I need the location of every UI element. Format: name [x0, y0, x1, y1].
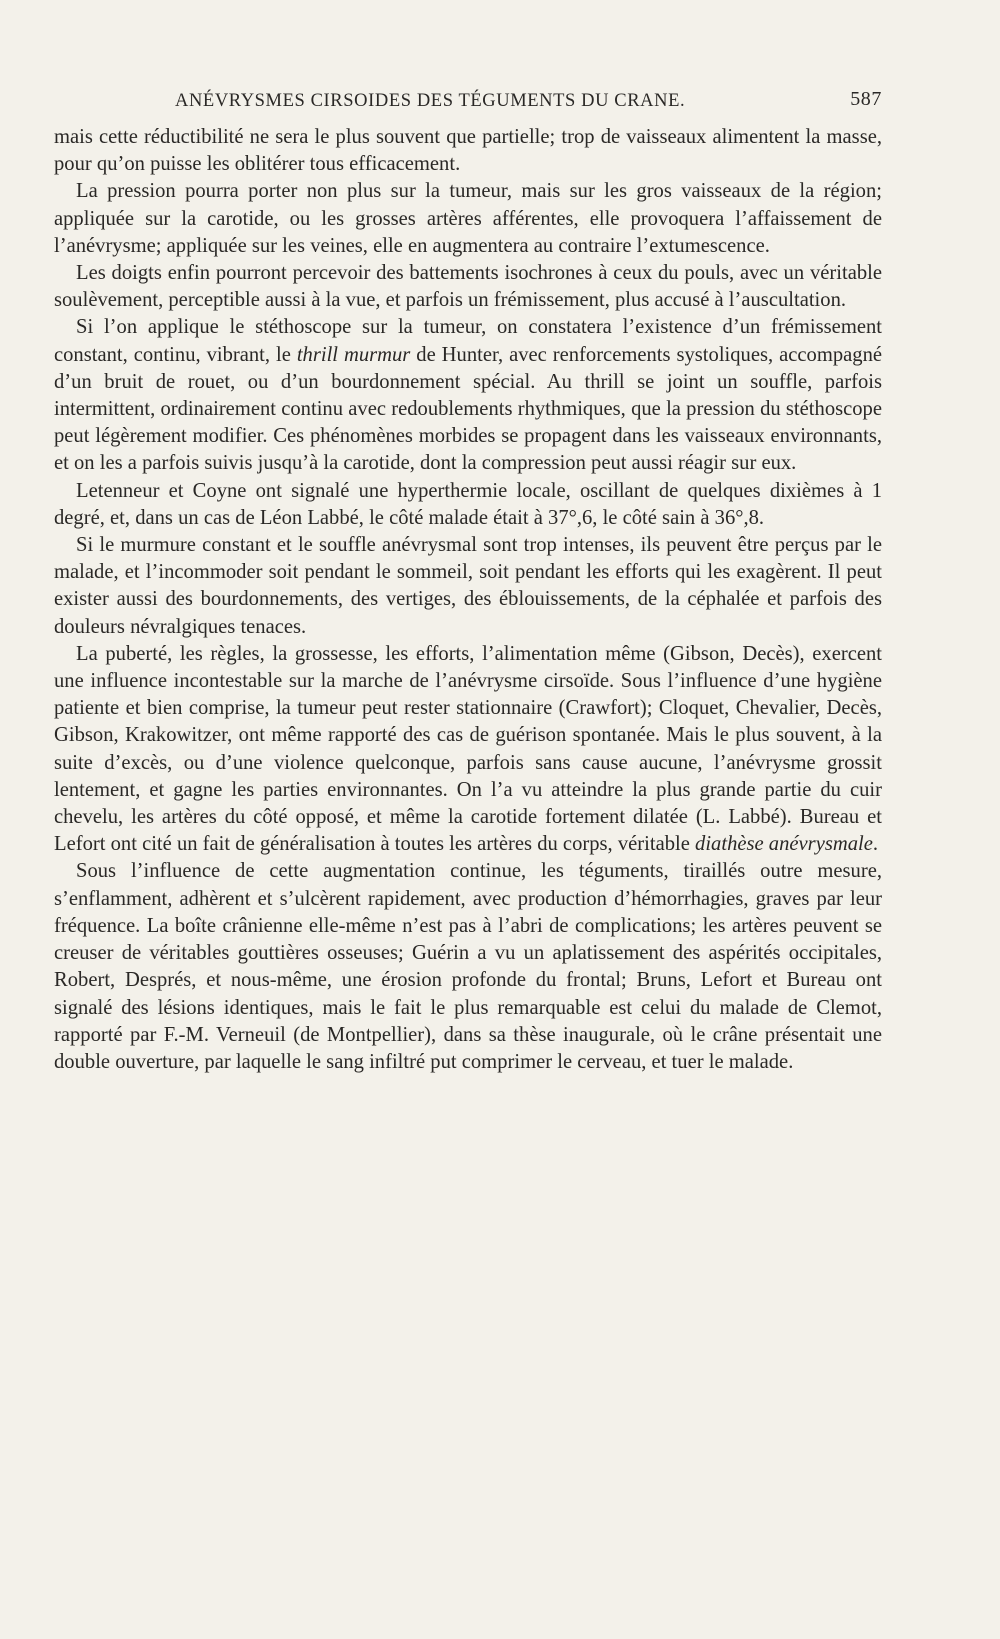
- body-text: [54, 124, 882, 1076]
- paragraph-hyperthermie: [54, 478, 882, 532]
- paragraph-text: Si le murmure constant et le souffle anévrysmal sont trop intenses, ils peuvent être perçus par le malade, et l’incommoder soit pendant le sommeil, soit pendant les efforts qui les exagèrent. Il peut exister aussi des bourdonnements, des vertiges, des éblouissements, de la céphalée et parfois des douleurs névralgiques tenaces.: [54, 534, 882, 638]
- paragraph-text: de Hunter, avec renforcements systoliques, accompagné d’un bruit de rouet, ou d’un bourdonnement spécial. Au thrill se joint un souffle, parfois intermittent, ordinairement continu avec redoublements rhythmiques, que la pression du stéthoscope peut légèrement modifier. Ces phénomènes morbides se propagent dans les vaisseaux environnants, et on les a parfois suivis jusqu’à la carotide, dont la compression peut aussi réagir sur eux.: [54, 343, 883, 475]
- paragraph-text: Letenneur et Coyne ont signalé une hyperthermie locale, oscillant de quelques dixièmes à 1 degré, et, dans un cas de Léon Labbé, le côté malade était à 37°,6, le côté sain à 36°,8.: [54, 479, 882, 529]
- paragraph-doigts: [54, 260, 882, 314]
- paragraph-murmure: [54, 532, 882, 641]
- paragraph-pression: [54, 178, 882, 260]
- page-header: [54, 88, 882, 120]
- paragraph-text: La pression pourra porter non plus sur la tumeur, mais sur les gros vaisseaux de la région; appliquée sur la carotide, ou les grosses artères afférentes, elle provoquera l’affaissement de l’anévrysme; appliquée sur les veines, elle en augmentera au contraire l’extumescence.: [54, 180, 882, 257]
- paragraph-text: Les doigts enfin pourront percevoir des battements isochrones à ceux du pouls, avec un véritable soulèvement, perceptible aussi à la vue, et parfois un frémissement, plus accusé à l’auscultation.: [54, 262, 882, 312]
- paragraph-text: Sous l’influence de cette augmentation continue, les téguments, tiraillés outre mesure, s’enflamment, adhèrent et s’ulcèrent rapidement, avec production d’hémorrhagies, graves par leur fréquence. La boîte crânienne elle-même n’est pas à l’abri de complications; les artères peuvent se creuser de véritables gouttières osseuses; Guérin a vu un aplatissement des aspérités occipitales, Robert, Després, et nous-même, une érosion profonde du frontal; Bruns, Lefort et Bureau ont signalé des lésions identiques, mais le fait le plus remarquable est celui du malade de Clemot, rapporté par F.-M. Verneuil (de Montpellier), dans sa thèse inaugurale, où le crâne présentait une double ouverture, par laquelle le sang infiltré put comprimer le cerveau, et tuer le malade.: [54, 860, 882, 1073]
- paragraph-text: mais cette réductibilité ne sera le plus souvent que partielle; trop de vaisseaux alimentent la masse, pour qu’on puisse les oblitérer tous efficacement.: [54, 126, 882, 176]
- paragraph-stethoscope: [54, 314, 882, 477]
- italic-term: thrill murmur: [296, 343, 411, 366]
- paragraph-text: Si l’on applique le stéthoscope sur la tumeur, on constatera l’existence d’un frémissement constant, continu, vibrant, le: [54, 316, 882, 366]
- paragraph-continuation: [54, 124, 882, 178]
- page-number: 587: [850, 88, 882, 110]
- italic-term: diathèse anévrysmale: [695, 833, 873, 856]
- paragraph-text: .: [872, 833, 879, 856]
- paragraph-puberte: [54, 641, 882, 859]
- paragraph-text: La puberté, les règles, la grossesse, les efforts, l’alimentation même (Gibson, Decès), exercent une influence incontestable sur la marche de l’anévrysme cirsoïde. Sous l’influence d’une hygiène patiente et bien comprise, la tumeur peut rester stationnaire (Crawfort); Cloquet, Chevalier, Decès, Gibson, Krakowitzer, ont même rapporté des cas de guérison spontanée. Mais le plus souvent, à la suite d’excès, ou d’une violence quelconque, parfois sans cause aucune, l’anévrysme grossit lentement, et gagne les parties environnantes. On l’a vu atteindre la plus grande partie du cuir chevelu, les artères du côté opposé, et même la carotide fortement dilatée (L. Labbé). Bureau et Lefort ont cité un fait de généralisation à toutes les artères du corps, véritable: [54, 642, 882, 856]
- paragraph-influence: [54, 858, 882, 1076]
- running-title: ANÉVRYSMES CIRSOIDES DES TÉGUMENTS DU CRANE.: [175, 91, 686, 111]
